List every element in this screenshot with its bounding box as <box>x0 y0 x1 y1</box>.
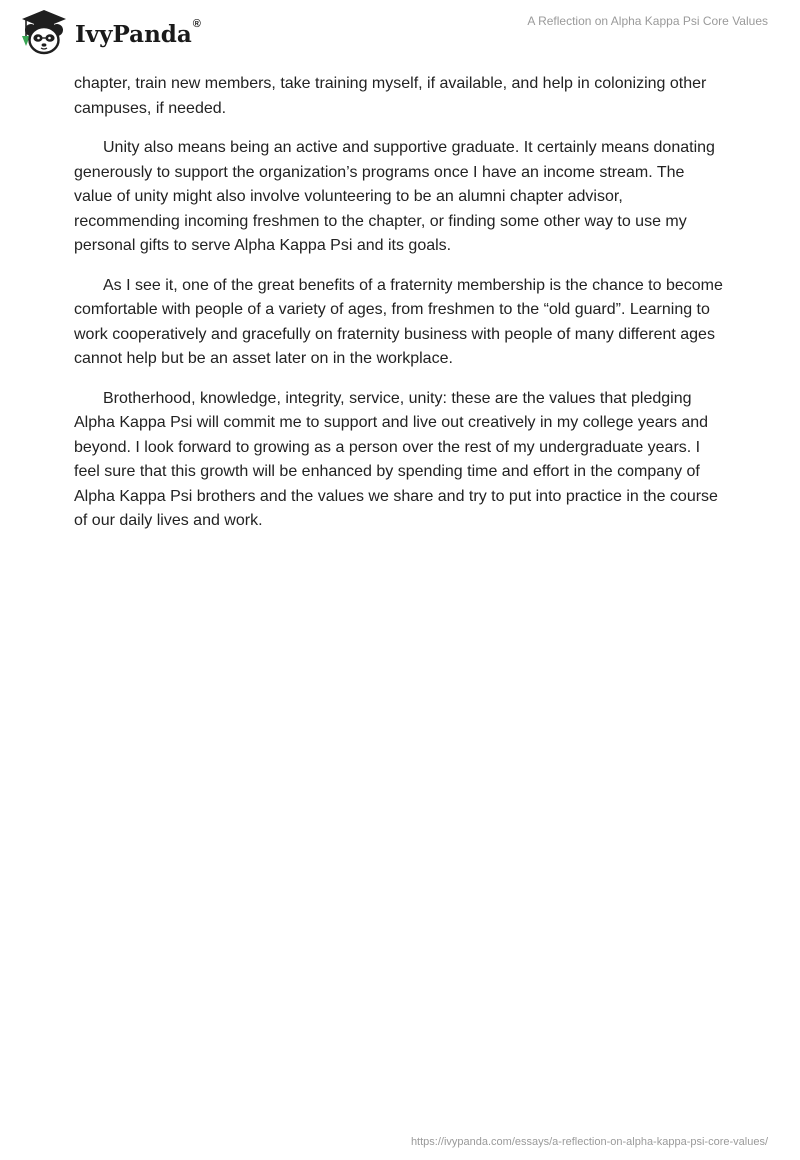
page-header <box>0 0 800 70</box>
brand-registered-mark: ® <box>192 17 201 30</box>
essay-body <box>74 72 724 549</box>
paragraph: Unity also means being an active and supportive graduate. It certainly means donating generously to support the organization’s programs once I have an income stream. The value of unity might also involve volunteering to be an alumni chapter advisor, recommending incoming freshmen to the chapter, or finding some other way to use my personal gifts to serve Alpha Kappa Psi and its goals. <box>74 139 715 254</box>
panda-graduate-icon <box>14 8 76 56</box>
brand-name: IvyPanda® <box>75 17 201 48</box>
paragraph: Brotherhood, knowledge, integrity, service, unity: these are the values that pledging Alpha Kappa Psi will commit me to support and live out creatively in my college years and beyond. I look forward to growing as a person over the rest of my undergraduate years. I feel sure that this growth will be enhanced by spending time and effort in the company of Alpha Kappa Psi brothers and the values we share and try to put into practice in the course of our daily lives and work. <box>74 389 718 529</box>
source-url-link[interactable]: https://ivypanda.com/essays/a-reflection-on-alpha-kappa-psi-core-values/ <box>410 1136 768 1148</box>
brand-logo[interactable] <box>14 8 201 56</box>
running-title: A Reflection on Alpha Kappa Psi Core Values <box>527 14 768 28</box>
paragraph: chapter, train new members, take training myself, if available, and help in colonizing other campuses, if needed. <box>74 75 707 117</box>
paragraph: As I see it, one of the great benefits of a fraternity membership is the chance to become comfortable with people of a variety of ages, from freshmen to the “old guard”. Learning to work cooperatively and gracefully on fraternity business with people of many different ages cannot help but be an asset later on in the workplace. <box>74 276 723 367</box>
